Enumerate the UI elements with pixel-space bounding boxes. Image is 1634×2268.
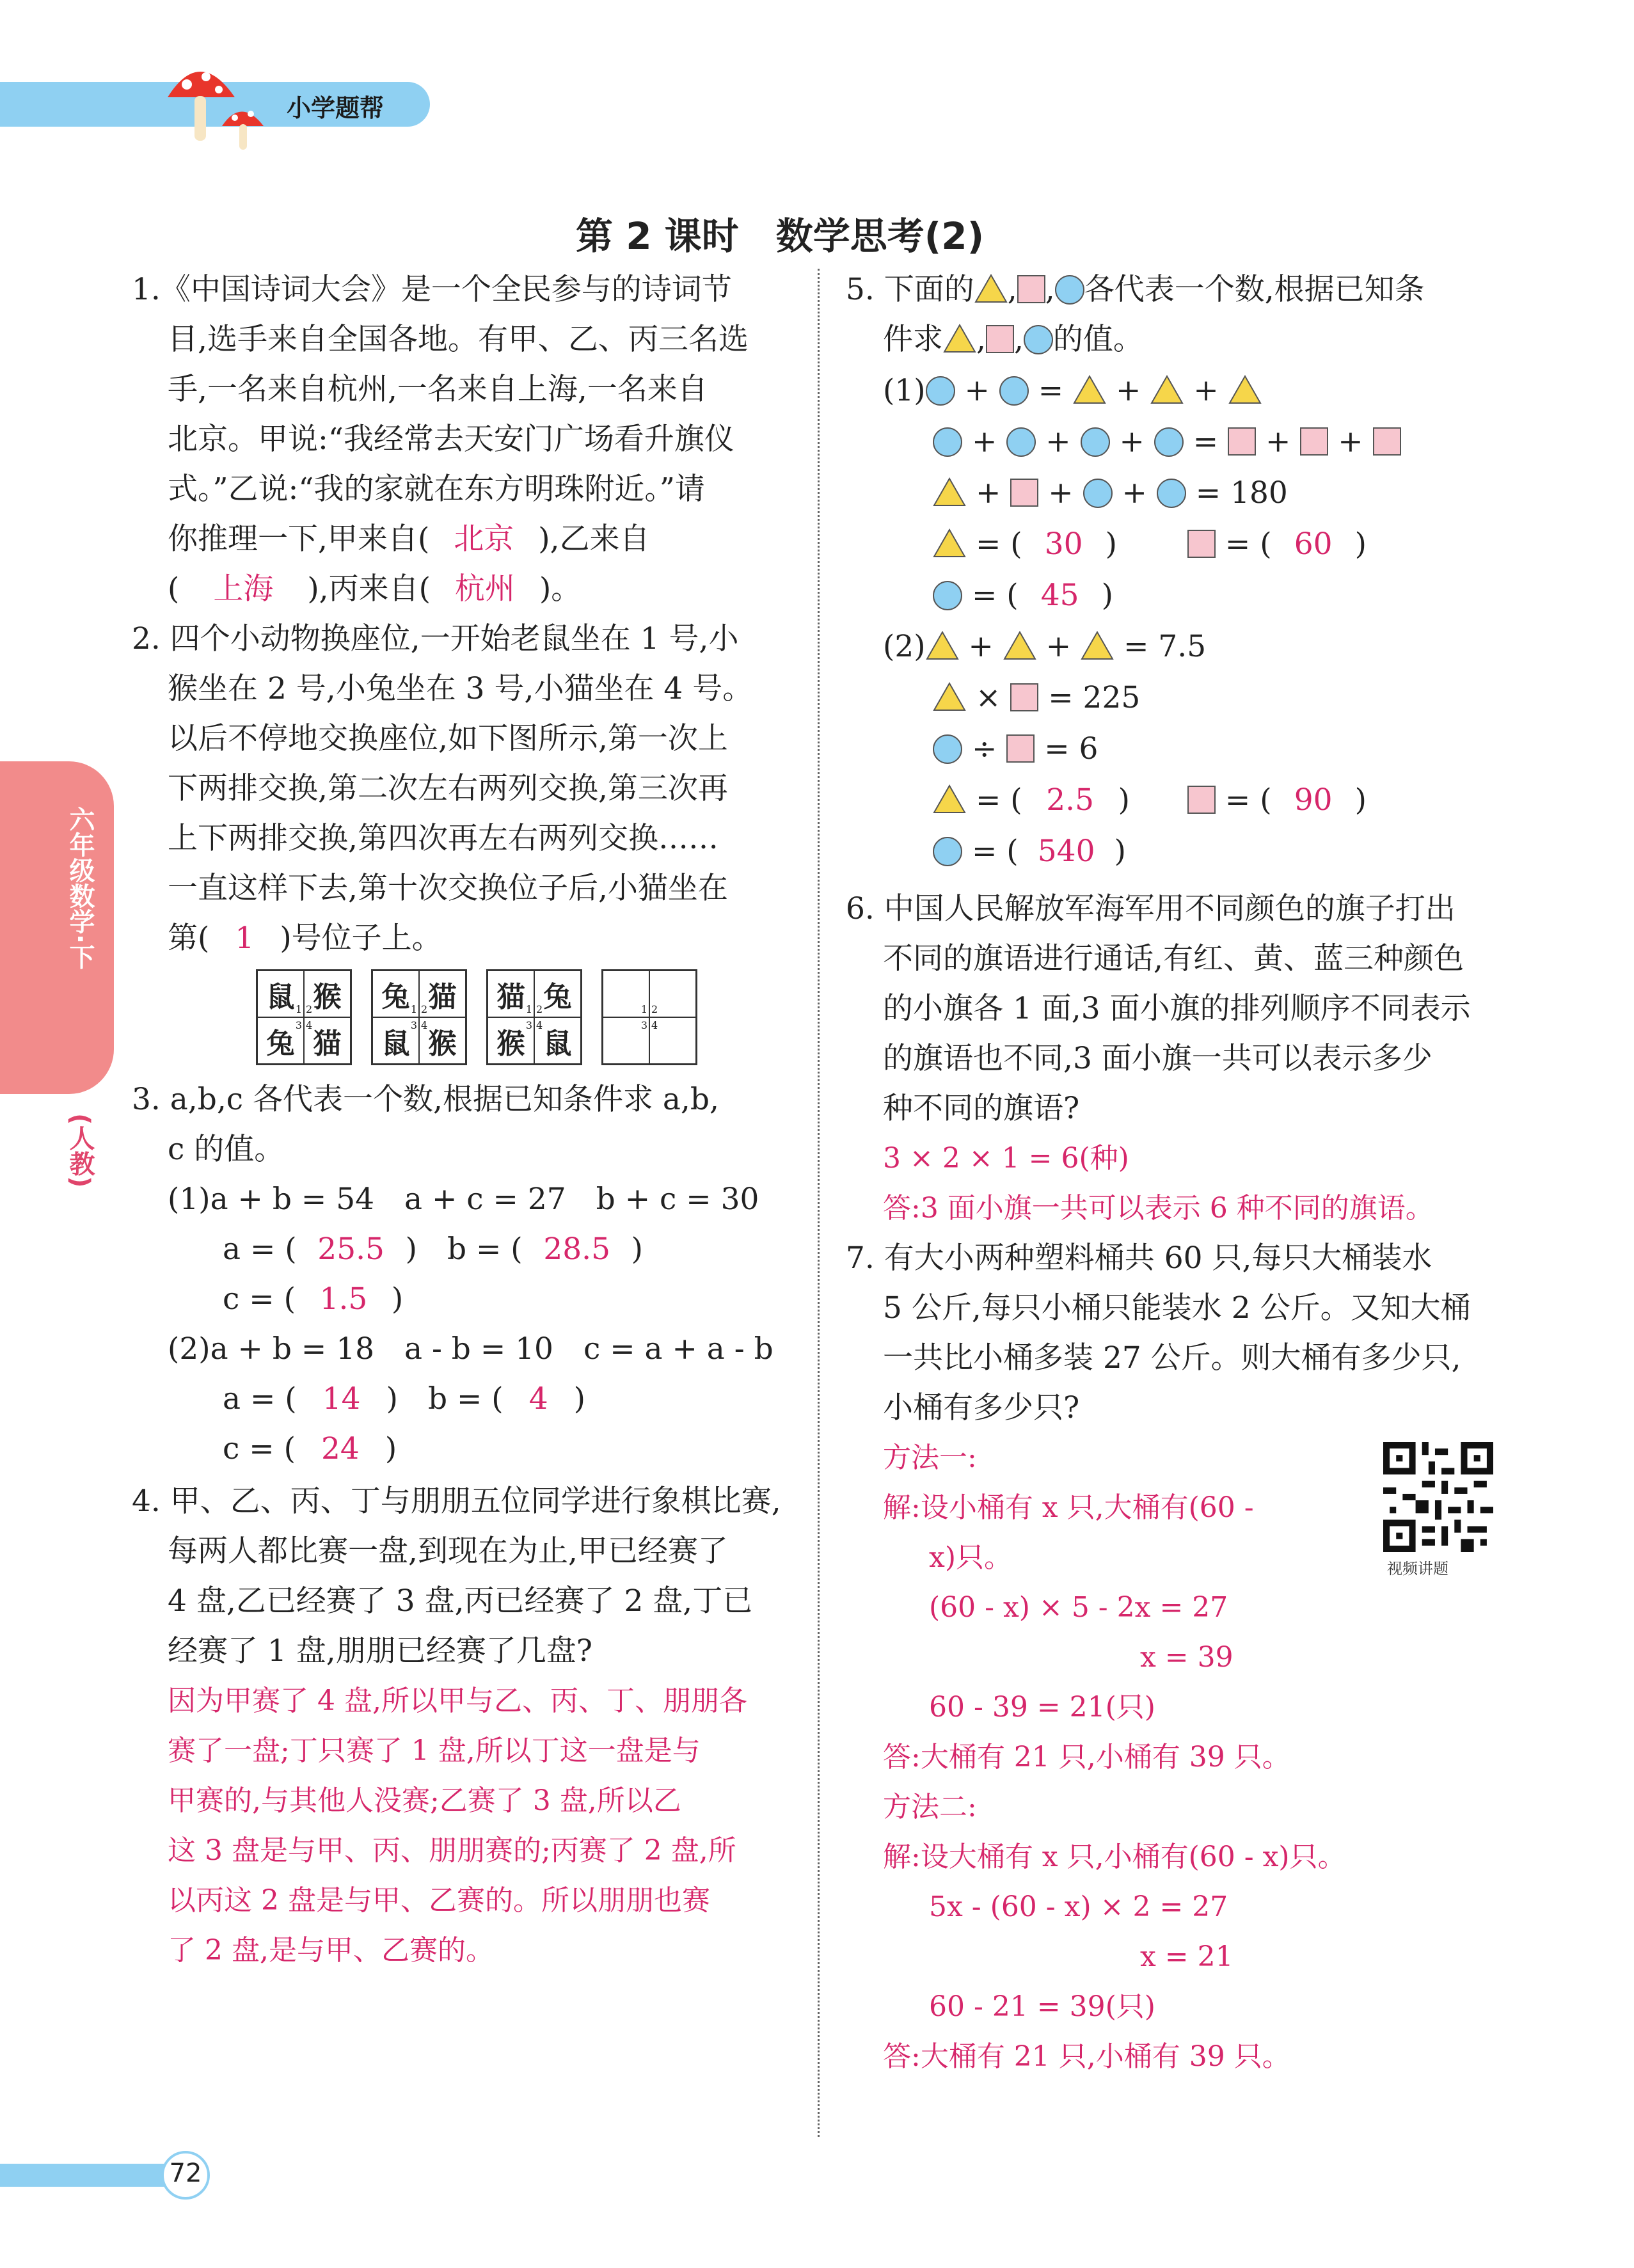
mushroom-logo-icon xyxy=(161,52,276,155)
triangle-icon xyxy=(974,274,1008,303)
q4-line-2: 每两人都比赛一盘,到现在为止,甲已经赛了 xyxy=(168,1534,728,1569)
q5-eq-2: + + + = + + xyxy=(933,417,1401,467)
grid-cell: 鼠 3 xyxy=(372,1017,419,1064)
grid-cell: 兔 3 xyxy=(257,1017,304,1064)
circle-icon xyxy=(999,376,1029,406)
page-number: 72 xyxy=(169,2159,202,2188)
q7-m2-line-1: 解:设大桶有 x 只,小桶有(60 - x)只。 xyxy=(883,1841,1346,1873)
q2-line-7 xyxy=(168,914,442,964)
q3-a2-label: a = ( xyxy=(223,1381,297,1416)
q2-line-4: 下两排交换,第二次左右两列交换,第三次再 xyxy=(168,771,728,806)
square-icon xyxy=(1187,530,1216,558)
q5-eq5-rhs: = 225 xyxy=(1048,680,1141,715)
q7-line-2: 5 公斤,每只小桶只能装水 2 公斤。又知大桶 xyxy=(883,1290,1471,1326)
triangle-icon xyxy=(1081,631,1114,660)
q6-solution-2: 答:3 面小旗一共可以表示 6 种不同的旗语。 xyxy=(883,1192,1434,1225)
q7-m1-line-2: x)只。 xyxy=(929,1541,1012,1574)
q7-m1-line-1: 解:设小桶有 x 只,大桶有(60 - xyxy=(883,1491,1254,1524)
q5-open: = ( xyxy=(1225,782,1272,818)
q2-line-3: 以后不停地交换座位,如下图所示,第一次上 xyxy=(168,721,728,756)
square-icon xyxy=(1010,683,1038,711)
q7-m2-answer: 答:大桶有 21 只,小桶有 39 只。 xyxy=(883,2040,1290,2073)
q3-c2-answer-line xyxy=(223,1424,397,1474)
q3-b-label: ) b = ( xyxy=(405,1232,523,1267)
q5-tri1-answer: 30 xyxy=(1044,527,1083,562)
grid-cell: 2 xyxy=(649,971,696,1017)
circle-icon xyxy=(1055,275,1084,305)
triangle-icon xyxy=(933,784,966,814)
q3-close: ) xyxy=(385,1431,397,1466)
q1-line-6 xyxy=(168,514,650,564)
qr-caption: 视频讲题 xyxy=(1387,1560,1448,1578)
q2-l7-pre: 第( xyxy=(168,921,210,956)
q3-b2-answer: 4 xyxy=(528,1381,548,1416)
q3-c-label: c = ( xyxy=(223,1281,296,1317)
q5-open: = ( xyxy=(971,578,1019,613)
q5-open: = ( xyxy=(975,782,1022,818)
grid-cell: 猴 2 xyxy=(304,971,351,1017)
q4-line-1: 4. 甲、乙、丙、丁与朋朋五位同学进行象棋比赛, xyxy=(132,1484,781,1519)
grid-cell: 鼠 4 xyxy=(534,1017,581,1064)
side-tab-grade: 六年级数学·下 xyxy=(65,806,95,970)
q2-grid-1 xyxy=(256,969,352,1065)
q4-line-3: 4 盘,乙已经赛了 3 盘,丙已经赛了 2 盘,丁已 xyxy=(168,1583,753,1619)
q1-line-5: 式。”乙说:“我的家就在东方明珠附近。”请 xyxy=(168,472,705,507)
grid-cell: 猴 3 xyxy=(488,1017,534,1064)
q1-l7-post: )。 xyxy=(539,571,582,607)
q1-l7-pre: ( xyxy=(168,571,180,607)
q6-line-1: 6. 中国人民解放军海军用不同颜色的旗子打出 xyxy=(846,891,1456,926)
q5-tri2-answer: 2.5 xyxy=(1046,782,1094,818)
q3-close: ) xyxy=(631,1232,643,1267)
q5-close: ) xyxy=(1354,527,1367,562)
q3-line-1: 3. a,b,c 各代表一个数,根据已知条件求 a,b, xyxy=(132,1082,719,1117)
circle-icon xyxy=(1154,427,1184,457)
q5-ans-1a xyxy=(933,519,1367,569)
q4-solution-5: 以丙这 2 盘是与甲、乙赛的。所以朋朋也赛 xyxy=(168,1884,710,1917)
q5-ci2-answer: 540 xyxy=(1037,834,1095,869)
q6-line-2: 不同的旗语进行通话,有红、黄、蓝三种颜色 xyxy=(883,941,1464,976)
triangle-icon xyxy=(933,682,966,711)
q3-c2-answer: 24 xyxy=(321,1431,360,1466)
q7-m2-line-4: 60 - 21 = 39(只) xyxy=(929,1990,1155,2023)
q7-line-1: 7. 有大小两种塑料桶共 60 只,每只大桶装水 xyxy=(846,1241,1432,1276)
q5-open: = ( xyxy=(975,527,1022,562)
q5-line-1: 5. 下面的 , , 各代表一个数,根据已知条 xyxy=(846,272,1425,307)
q1-answer-jia: 北京 xyxy=(454,521,514,557)
q4-solution-4: 这 3 盘是与甲、丙、朋朋赛的;丙赛了 2 盘,所 xyxy=(168,1834,736,1867)
grid-cell: 鼠 1 xyxy=(257,971,304,1017)
circle-icon xyxy=(933,837,962,866)
grid-cell: 4 xyxy=(649,1017,696,1064)
q5-part-2: (2) xyxy=(883,629,926,664)
square-icon xyxy=(1006,734,1035,763)
q3-ab2-answers xyxy=(223,1374,585,1424)
q3-c-answer: 1.5 xyxy=(319,1281,368,1317)
q1-line-4: 北京。甲说:“我经常去天安门广场看升旗仪 xyxy=(168,422,734,457)
q3-a-label: a = ( xyxy=(223,1232,297,1267)
triangle-icon xyxy=(933,528,966,558)
q7-m1-line-4: x = 39 xyxy=(1140,1641,1233,1674)
circle-icon xyxy=(1157,479,1186,508)
q5-close: ) xyxy=(1105,527,1117,562)
q1-line-3: 手,一名来自杭州,一名来自上海,一名来自 xyxy=(168,372,708,407)
q5-close: ) xyxy=(1101,578,1113,613)
q3-close: ) xyxy=(391,1281,404,1317)
q5-sq2-answer: 90 xyxy=(1294,782,1333,818)
q5-line-2: 件求 , , 的值。 xyxy=(883,322,1143,357)
q5-eq-4: (2) + + = 7.5 xyxy=(883,629,1207,664)
q5-close: ) xyxy=(1114,834,1126,869)
q1-line-7 xyxy=(168,564,581,614)
q3-a2-answer: 14 xyxy=(322,1381,361,1416)
q2-answer: 1 xyxy=(235,921,255,956)
q6-solution-1: 3 × 2 × 1 = 6(种) xyxy=(883,1142,1129,1175)
q5-l1-b: 各代表一个数,根据已知条 xyxy=(1084,272,1425,307)
q4-line-4: 经赛了 1 盘,朋朋已经赛了几盘? xyxy=(168,1633,592,1669)
square-icon xyxy=(986,325,1014,353)
q6-line-3: 的小旗各 1 面,3 面小旗的排列顺序不同表示 xyxy=(883,991,1471,1026)
page-title: 第 2 课时 数学思考(2) xyxy=(576,214,985,258)
q7-m1-label: 方法一: xyxy=(883,1441,977,1474)
q3-part-1: (1)a + b = 54 a + c = 27 b + c = 30 xyxy=(168,1182,759,1217)
grid-cell: 1 xyxy=(603,971,649,1017)
circle-icon xyxy=(926,376,955,406)
circle-icon xyxy=(933,581,962,610)
column-divider xyxy=(818,269,820,2137)
q5-close: ) xyxy=(1118,782,1130,818)
side-tab xyxy=(0,761,114,1094)
q1-answer-yi: 上海 xyxy=(213,571,274,607)
q5-close: ) xyxy=(1354,782,1367,818)
grid-cell: 3 xyxy=(603,1017,649,1064)
q2-line-2: 猴坐在 2 号,小兔坐在 3 号,小猫坐在 4 号。 xyxy=(168,671,753,706)
q6-line-4: 的旗语也不同,3 面小旗一共可以表示多少 xyxy=(883,1041,1432,1076)
square-icon xyxy=(1373,427,1401,456)
q7-m1-line-5: 60 - 39 = 21(只) xyxy=(929,1691,1155,1724)
q4-solution-1: 因为甲赛了 4 盘,所以甲与乙、丙、丁、朋朋各 xyxy=(168,1685,747,1717)
q5-eq-5: × = 225 xyxy=(933,673,1140,723)
q2-l7-post: )号位子上。 xyxy=(280,921,442,956)
triangle-icon xyxy=(1073,375,1106,404)
q2-line-1: 2. 四个小动物换座位,一开始老鼠坐在 1 号,小 xyxy=(132,621,739,656)
q3-line-2: c 的值。 xyxy=(168,1132,285,1167)
footer-band xyxy=(0,2164,171,2187)
q5-l1-a: 5. 下面的 xyxy=(846,272,974,307)
q3-ab-answers xyxy=(223,1225,643,1274)
q3-b2-label: ) b = ( xyxy=(386,1381,504,1416)
q1-answer-bing: 杭州 xyxy=(454,571,515,607)
q1-l6-pre: 你推理一下,甲来自( xyxy=(168,521,430,557)
grid-cell: 猫 4 xyxy=(304,1017,351,1064)
square-icon xyxy=(1228,427,1256,456)
q3-c-answer-line xyxy=(223,1274,403,1324)
q5-eq4-rhs: = 7.5 xyxy=(1123,629,1207,664)
square-icon xyxy=(1300,427,1328,456)
q2-grid-3 xyxy=(486,969,582,1065)
triangle-icon xyxy=(943,324,976,353)
side-tab-edition: (人教) xyxy=(65,1113,95,1188)
q7-line-4: 小桶有多少只? xyxy=(883,1390,1080,1425)
triangle-icon xyxy=(1150,375,1184,404)
q3-b-answer: 28.5 xyxy=(543,1232,610,1267)
q7-m2-label: 方法二: xyxy=(883,1791,977,1823)
triangle-icon xyxy=(1003,631,1036,660)
circle-icon xyxy=(1006,427,1036,457)
square-icon xyxy=(1010,479,1038,507)
q4-solution-6: 了 2 盘,是与甲、乙赛的。 xyxy=(168,1934,494,1967)
brand-label: 小学题帮 xyxy=(287,94,385,122)
q7-m1-line-3: (60 - x) × 5 - 2x = 27 xyxy=(929,1591,1228,1624)
grid-cell: 兔 2 xyxy=(534,971,581,1017)
q3-close: ) xyxy=(573,1381,585,1416)
q2-grid-2 xyxy=(371,969,467,1065)
q5-eq6-rhs: = 6 xyxy=(1044,731,1099,766)
q7-m2-line-3: x = 21 xyxy=(1140,1940,1233,1973)
q5-eq3-rhs: = 180 xyxy=(1195,475,1288,511)
grid-cell: 猫 1 xyxy=(488,971,534,1017)
q5-ans-2a xyxy=(933,775,1367,825)
circle-icon xyxy=(1083,479,1113,508)
grid-cell: 兔 1 xyxy=(372,971,419,1017)
q1-l6-post: ),乙来自 xyxy=(538,521,650,557)
q5-eq-6: ÷ = 6 xyxy=(933,724,1098,774)
q5-l2-b: 的值。 xyxy=(1052,322,1143,357)
q5-open: = ( xyxy=(1225,527,1272,562)
q5-open: = ( xyxy=(971,834,1019,869)
triangle-icon xyxy=(1228,375,1262,404)
q4-solution-2: 赛了一盘;丁只赛了 1 盘,所以丁这一盘是与 xyxy=(168,1734,701,1767)
q5-eq-3: + + + = 180 xyxy=(933,468,1288,518)
q1-line-2: 目,选手来自全国各地。有甲、乙、丙三名选 xyxy=(168,322,749,357)
square-icon xyxy=(1017,275,1045,303)
q5-l2-a: 件求 xyxy=(883,322,943,357)
circle-icon xyxy=(1024,325,1053,354)
q1-line-1: 1.《中国诗词大会》是一个全民参与的诗词节 xyxy=(132,272,732,307)
q5-part-1: (1) xyxy=(883,373,926,408)
circle-icon xyxy=(933,734,962,764)
q4-solution-3: 甲赛的,与其他人没赛;乙赛了 3 盘,所以乙 xyxy=(168,1784,681,1817)
q3-a-answer: 25.5 xyxy=(317,1232,385,1267)
square-icon xyxy=(1187,786,1216,814)
q7-line-3: 一共比小桶多装 27 公斤。则大桶有多少只, xyxy=(883,1340,1461,1376)
qr-code-icon[interactable] xyxy=(1383,1442,1493,1552)
q6-line-5: 种不同的旗语? xyxy=(883,1091,1080,1126)
q3-c2-label: c = ( xyxy=(223,1431,296,1466)
triangle-icon xyxy=(926,631,959,660)
q5-ci1-answer: 45 xyxy=(1040,578,1079,613)
q5-ans-1b xyxy=(933,571,1113,621)
q5-sq1-answer: 60 xyxy=(1294,527,1333,562)
q3-part-2: (2)a + b = 18 a - b = 10 c = a + a - b xyxy=(168,1331,773,1367)
q2-grid-4 xyxy=(601,969,697,1065)
q2-line-6: 一直这样下去,第十次交换位子后,小猫坐在 xyxy=(168,871,728,906)
grid-cell: 猴 4 xyxy=(419,1017,466,1064)
q5-eq-1: (1) + = + + xyxy=(883,366,1262,416)
circle-icon xyxy=(1081,427,1110,457)
q2-line-5: 上下两排交换,第四次再左右两列交换…… xyxy=(168,821,718,856)
circle-icon xyxy=(933,427,962,457)
q5-ans-2b xyxy=(933,827,1126,876)
q1-l7-mid: ),丙来自( xyxy=(307,571,431,607)
grid-cell: 猫 2 xyxy=(419,971,466,1017)
q7-m2-line-2: 5x - (60 - x) × 2 = 27 xyxy=(929,1891,1228,1923)
triangle-icon xyxy=(933,477,966,507)
q7-m1-answer: 答:大桶有 21 只,小桶有 39 只。 xyxy=(883,1741,1290,1773)
